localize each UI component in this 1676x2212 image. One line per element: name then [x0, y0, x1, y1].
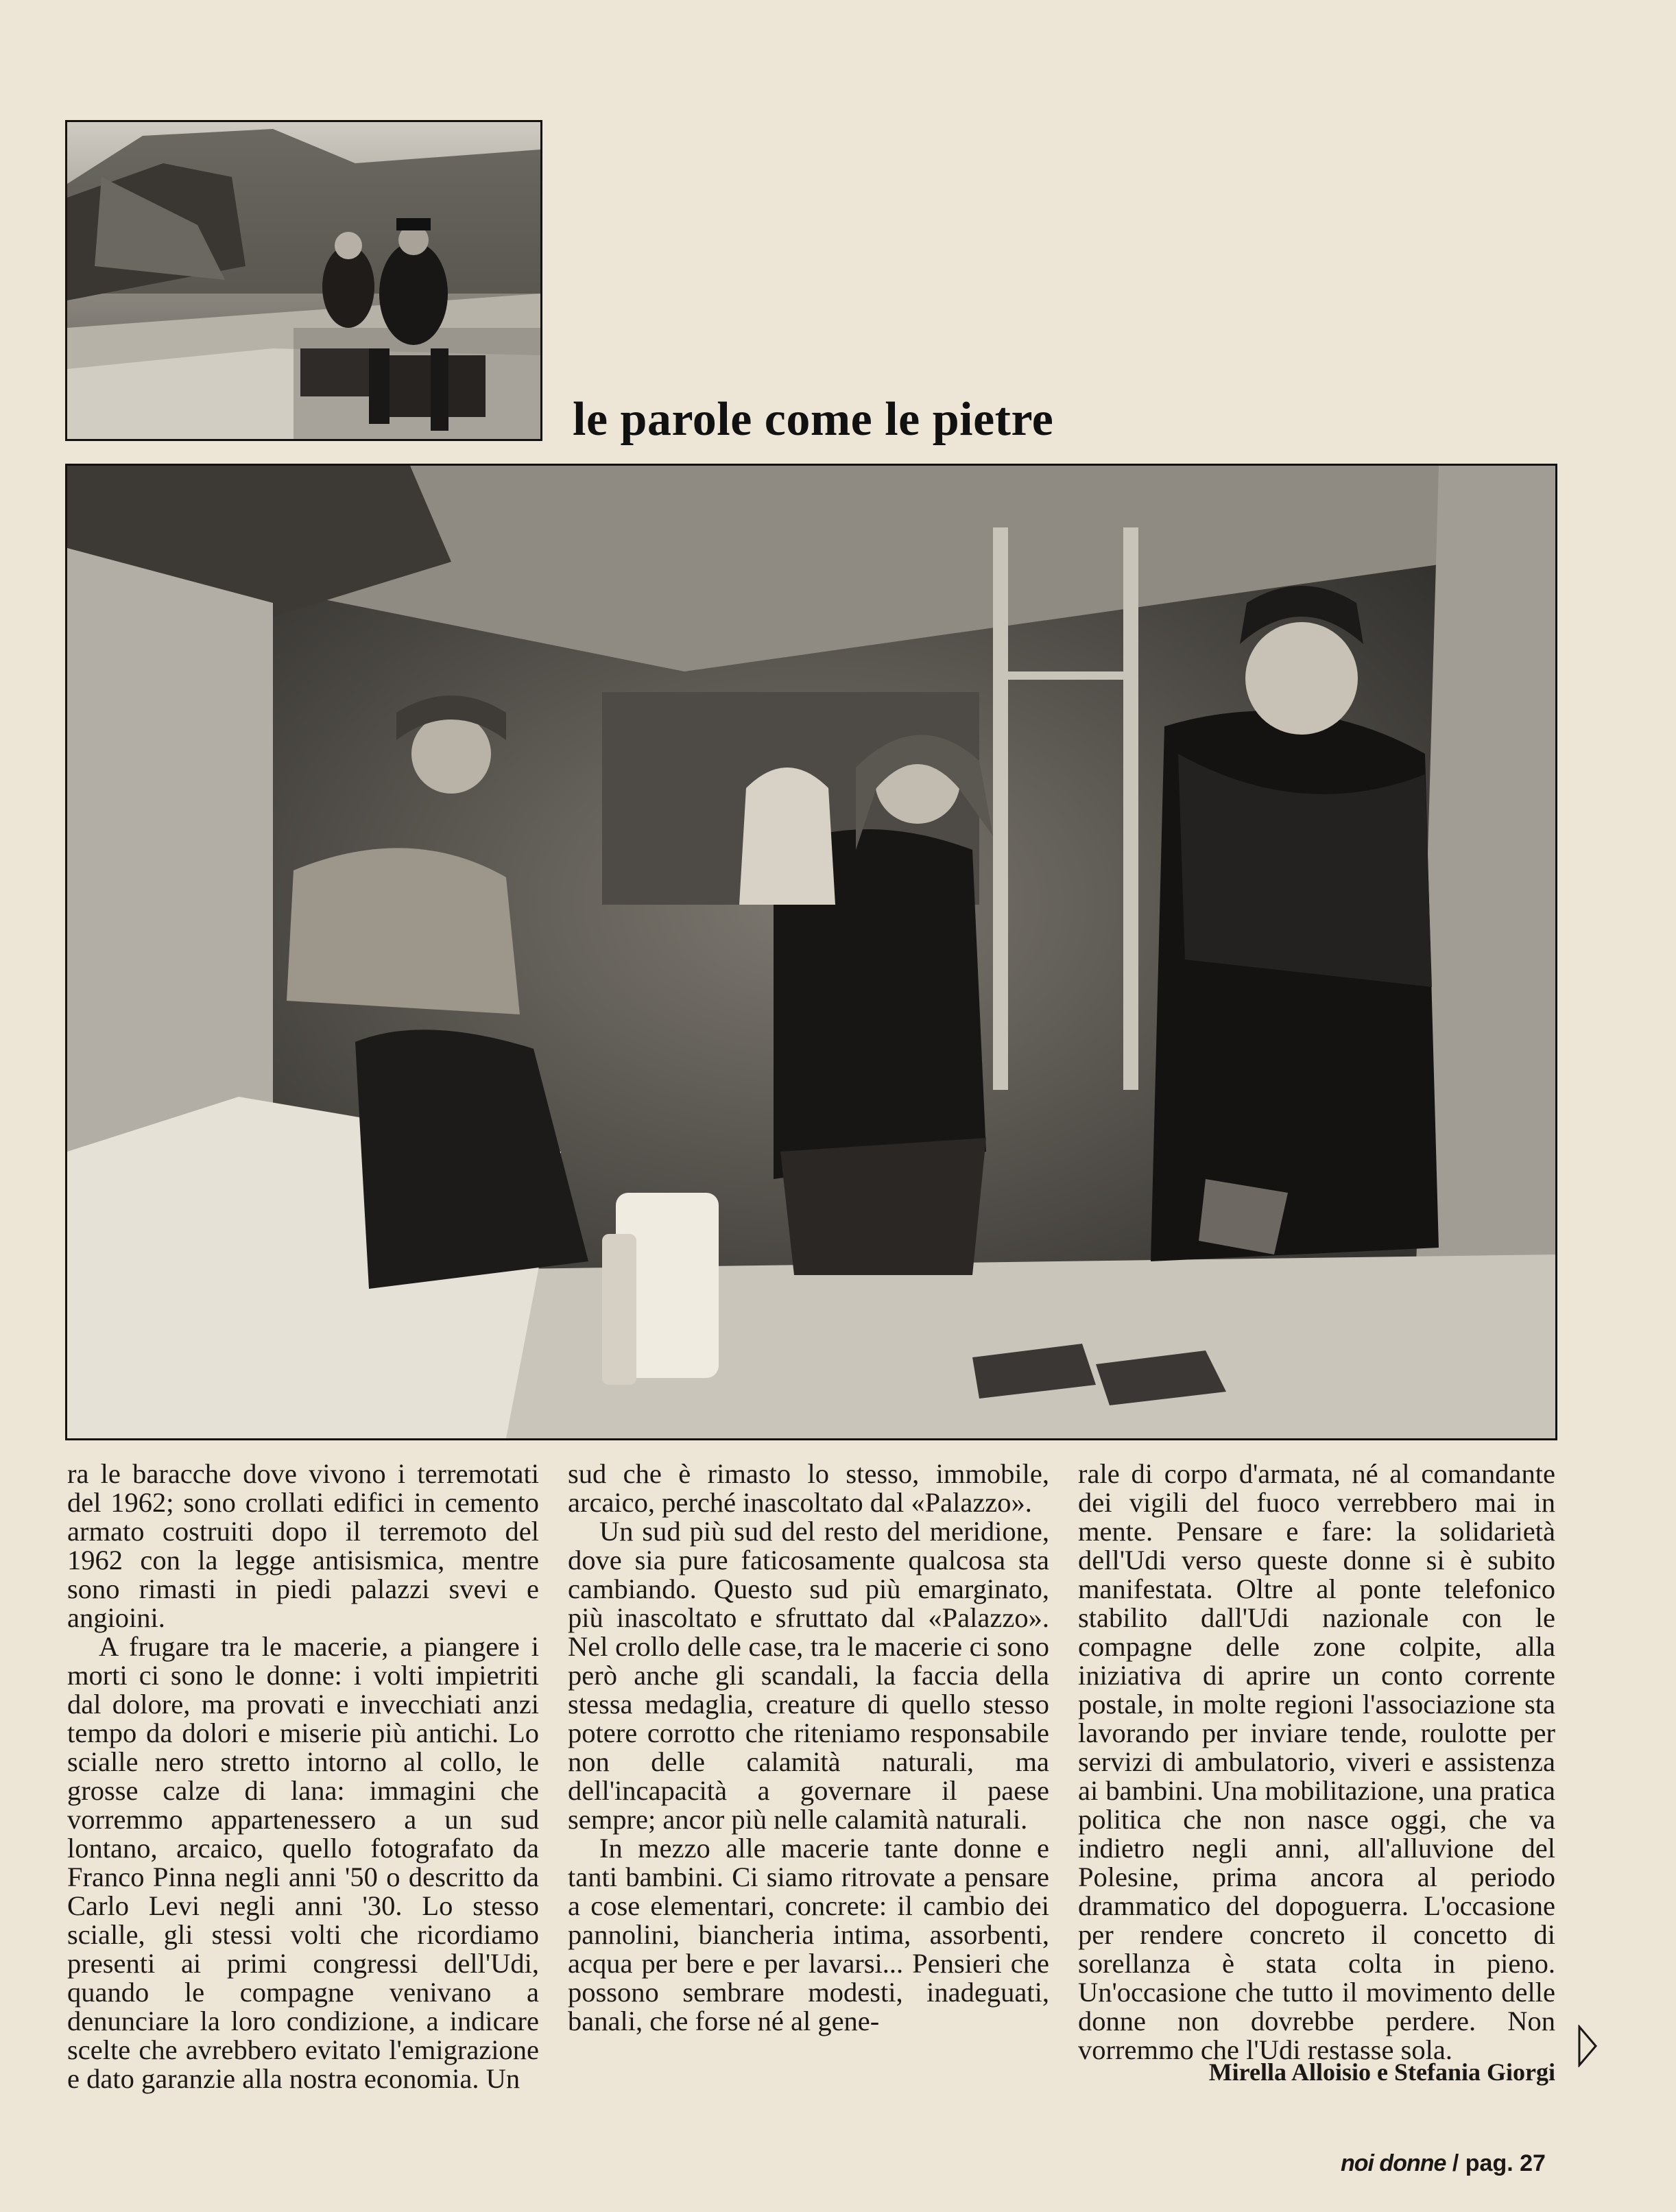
photo-women-shelter: [65, 464, 1557, 1440]
article-paragraph: In mezzo alle macerie tante donne e tanti bambini. Ci siamo ritrovate a pensare a cose elementari, concrete: il cambio dei pannolini, biancheria intima, assorbenti, acqua per bere e per lavarsi... Pensieri che possono sembrare modesti, inadeguati, banali, che forse né al gene-: [568, 1833, 1049, 2036]
article-paragraph: Un sud più sud del resto del meridione, dove sia pure faticosamente qualcosa sta cambiando. Questo sud più emarginato, più inascoltato e sfruttato dal «Palazzo». Nel crollo delle case, tra le macerie ci sono però anche gli scandali, la faccia della stessa medaglia, creature di quello stesso potere corrotto che riteniamo responsabile non delle calamità naturali, ma dell'incapacità a governare il paese sempre; ancor più nelle calamità naturali.: [568, 1516, 1049, 1835]
photo-women-shelter-image: [67, 466, 1555, 1438]
article-column-2: [568, 1460, 1049, 2036]
article-byline: Mirella Alloisio e Stefania Giorgi: [1208, 2058, 1555, 2086]
article-column-3: [1078, 1460, 1555, 2065]
page-number: / pag. 27: [1452, 2150, 1546, 2176]
article-title: le parole come le pietre: [573, 393, 1054, 446]
article-paragraph: rale di corpo d'armata, né al comandante dei vigili del fuoco verrebbero mai in mente. Pensare e fare: la solidarietà dell'Udi verso queste donne si è subito manifestata. Oltre al ponte telefonico stabilito dall'Udi nazionale con le compagne delle zone colpite, alla iniziativa di aprire un conto corrente postale, in molte regioni l'associazione sta lavorando per inviare tende, roulotte per servizi di ambulatorio, viveri e assistenza ai bambini. Una mobilitazione, una pratica politica che non nasce oggi, che va indietro negli anni, all'alluvione del Polesine, prima ancora al periodo drammatico del dopoguerra. L'occasione per rendere concreto il concetto di sorellanza è stata colta in pieno. Un'occasione che tutto il movimento delle donne non dovrebbe perdere. Non vorremmo che l'Udi restasse sola.: [1078, 1458, 1555, 2065]
page-footer: [1341, 2150, 1546, 2177]
article-paragraph: ra le baracche dove vivono i terremotati del 1962; sono crollati edifici in cemento armato costruiti dopo il terremoto del 1962 con la legge antisismica, mentre sono rimasti in piedi palazzi svevi e angioini.: [67, 1458, 539, 1633]
photo-couple-tent: [65, 120, 542, 441]
triangle-arrow-right-icon: [1577, 2025, 1598, 2067]
article-paragraph: sud che è rimasto lo stesso, immobile, arcaico, perché inascoltato dal «Palazzo».: [568, 1458, 1049, 1518]
photo-couple-tent-image: [67, 122, 540, 439]
article-column-1: [67, 1460, 539, 2093]
article-paragraph: A frugare tra le macerie, a piangere i morti ci sono le donne: i volti impietriti dal dolore, ma provati e invecchiati anzi tempo da dolori e miserie più antichi. Lo scialle nero stretto intorno al collo, le grosse calze di lana: immagini che vorremmo appartenessero a un sud lontano, arcaico, quello fotografato da Franco Pinna negli anni '50 o descritto da Carlo Levi negli anni '30. Lo stesso scialle, gli stessi volti che ricordiamo presenti ai primi congressi dell'Udi, quando le compagne venivano a denunciare la loro condizione, a indicare scelte che avrebbero evitato l'emigrazione e dato garanzie alla nostra economia. Un: [67, 1631, 539, 2094]
magazine-name: noi donne: [1341, 2150, 1446, 2176]
